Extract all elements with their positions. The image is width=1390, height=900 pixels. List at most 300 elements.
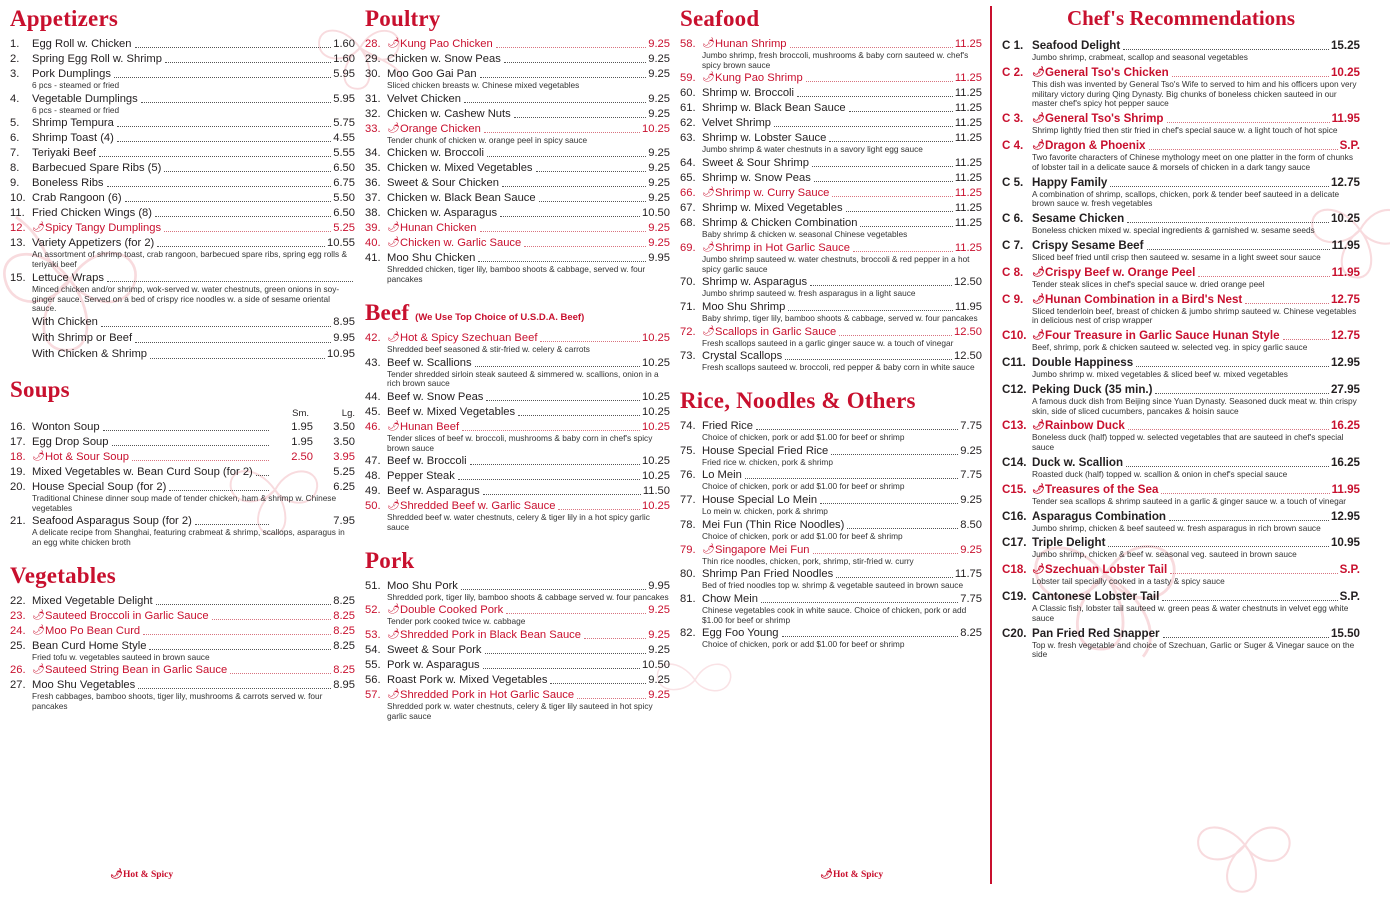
item-price: 10.25 — [642, 420, 670, 433]
menu-item-row — [680, 71, 982, 85]
leader-dots — [1108, 546, 1329, 547]
chili-icon: 🌶 — [1032, 113, 1045, 125]
item-name: Wonton Soup — [32, 420, 100, 433]
item-number: 36. — [365, 177, 381, 190]
item-name: Beef w. Scallions — [387, 356, 472, 369]
item-name: Beef w. Asparagus — [387, 485, 480, 498]
leader-dots — [114, 77, 331, 78]
item-description: Top w. fresh vegetable and choice of Szechuan, Garlic or Suger & Vinegar sauce on the side — [1032, 639, 1355, 660]
chef-menu-item — [1002, 455, 1360, 480]
leader-dots — [483, 668, 640, 669]
soup-size-small: Sm. — [292, 407, 309, 419]
suboption-price: 10.95 — [327, 347, 355, 360]
leader-dots — [157, 246, 325, 247]
item-number: 18. — [10, 450, 26, 463]
chef-item-row — [1002, 238, 1360, 253]
menu-item-row — [680, 171, 982, 185]
item-number: 47. — [365, 455, 381, 468]
item-number: 80. — [680, 568, 696, 581]
item-number: 61. — [680, 102, 696, 115]
menu-item — [365, 673, 670, 687]
column-chefs-recommendations — [990, 6, 1360, 884]
item-name: Shredded Pork in Black Bean Sauce — [400, 629, 581, 642]
menu-item — [680, 493, 982, 517]
leader-dots — [117, 141, 331, 142]
item-number: C 5. — [1002, 175, 1024, 189]
footnote-hot-spicy-right — [820, 869, 883, 880]
item-name: Hunan Shrimp — [715, 38, 787, 50]
item-name: Treasures of the Sea — [1045, 482, 1159, 496]
item-number: 43. — [365, 356, 381, 369]
item-number: 28. — [365, 38, 381, 50]
menu-item — [680, 201, 982, 215]
item-price: 16.25 — [1330, 419, 1360, 433]
item-name: Crispy Beef w. Orange Peel — [1045, 265, 1196, 279]
menu-item-row — [680, 37, 982, 51]
item-price: 12.95 — [1330, 509, 1360, 523]
item-number: 46. — [365, 420, 381, 433]
item-name: Hunan Chicken — [400, 222, 477, 235]
item-description: Beef, shrimp, pork & chicken sauteed w. selected veg. in spicy garlic sauce — [1032, 342, 1308, 353]
item-description: This dish was invented by General Tso's Wife to served to him and his officers upon very military victory during Qing Dynasty. Big chunks of boneless chicken sauteed in our master chef's spicy hot pepper sauce — [1032, 78, 1357, 109]
item-name: Barbecued Spare Ribs (5) — [32, 162, 162, 175]
chef-menu-item — [1002, 292, 1360, 327]
item-price: 11.25 — [954, 117, 982, 130]
leader-dots — [745, 478, 958, 479]
item-name: Cantonese Lobster Tail — [1032, 589, 1160, 603]
leader-dots — [558, 509, 640, 510]
item-description: Shredded pork, tiger lily, bamboo shoots & cabbage served w. four pancakes — [387, 591, 669, 602]
leader-dots — [536, 171, 647, 172]
menu-item — [680, 626, 982, 650]
menu-item-row — [680, 186, 982, 200]
item-number: 23. — [10, 609, 26, 622]
item-price: 27.95 — [1330, 382, 1360, 396]
item-price: 9.95 — [648, 579, 670, 592]
leader-dots — [135, 331, 331, 343]
pork-list — [365, 579, 670, 722]
leader-dots — [518, 415, 640, 416]
chef-menu-item — [1002, 111, 1360, 136]
leader-dots — [107, 186, 332, 187]
item-price: 9.25 — [648, 644, 670, 657]
menu-item — [365, 161, 670, 175]
item-price: 9.25 — [960, 494, 982, 507]
item-number: 19. — [10, 465, 26, 478]
item-number: 65. — [680, 172, 696, 185]
item-description: Boneless duck (half) topped w. selected vegetables that are sauteed in chef's special sauce — [1032, 432, 1344, 453]
chili-icon: 🌶 — [1032, 139, 1045, 151]
menu-item-row — [365, 236, 670, 250]
menu-item-row — [680, 567, 982, 581]
chili-icon: 🌶 — [387, 122, 400, 134]
item-number: 9. — [10, 177, 20, 190]
menu-item — [365, 454, 670, 468]
item-number: 48. — [365, 470, 381, 483]
item-name: Shrimp Toast (4) — [32, 132, 114, 145]
item-name: House Special Soup (for 2) — [32, 480, 167, 493]
footnote-text: Hot & Spicy — [123, 870, 174, 880]
chef-item-row — [1002, 418, 1360, 433]
item-description: Shredded beef seasoned & stir-fried w. celery & carrots — [387, 343, 590, 354]
menu-item-row — [365, 176, 670, 190]
leader-dots — [149, 649, 331, 650]
item-description: Jumbo shrimp & water chestnuts in a savory light egg sauce — [702, 144, 923, 155]
item-price: 11.25 — [954, 38, 982, 50]
menu-item — [10, 67, 355, 91]
item-number: 68. — [680, 217, 696, 230]
menu-item — [365, 176, 670, 190]
item-name: Spring Egg Roll w. Shrimp — [32, 53, 162, 65]
menu-item — [680, 131, 982, 155]
item-description: Shredded chicken, tiger lily, bamboo shoots & cabbage, served w. four pancakes — [387, 264, 646, 285]
item-number: 2. — [10, 53, 20, 65]
chili-icon: 🌶 — [110, 869, 123, 880]
leader-dots — [462, 430, 640, 431]
item-number: 13. — [10, 237, 26, 250]
item-description: A combination of shrimp, scallops, chicken, pork & tender beef sauteed in a delicate brown sauce w. fresh vegetables — [1032, 188, 1340, 209]
leader-dots — [550, 683, 646, 684]
item-number: 51. — [365, 579, 381, 592]
leader-dots — [101, 315, 331, 327]
leader-dots — [761, 602, 958, 603]
leader-dots — [461, 589, 646, 590]
item-description: Shrimp lightly fried then stir fried in chef's special sauce w. a light touch of hot spice — [1032, 125, 1338, 136]
item-number: 72. — [680, 325, 696, 338]
menu-item — [10, 92, 355, 116]
chef-menu-item — [1002, 535, 1360, 560]
beef-note: (We Use Top Choice of U.S.D.A. Beef) — [415, 311, 585, 323]
item-price: 8.25 — [333, 609, 355, 622]
item-price: 5.75 — [333, 117, 355, 130]
item-name: Variety Appetizers (for 2) — [32, 237, 155, 250]
menu-item-row — [10, 480, 355, 494]
poultry-list — [365, 37, 670, 285]
item-name: Shrimp & Chicken Combination — [702, 217, 858, 230]
item-price: 8.25 — [333, 639, 355, 652]
chef-item-row — [1002, 111, 1360, 126]
item-price: 15.50 — [1330, 626, 1360, 640]
menu-item-row — [365, 206, 670, 220]
leader-dots — [1149, 149, 1338, 150]
leader-dots — [829, 141, 952, 142]
menu-item-row — [680, 325, 982, 339]
item-name: Shrimp Pan Fried Noodles — [702, 568, 834, 581]
suboption-price: 9.95 — [333, 331, 355, 344]
leader-dots — [169, 490, 269, 491]
item-description: An assortment of shrimp toast, crab rangoon, barbecued spare ribs, spring egg rolls & teriyaki beef — [32, 249, 347, 270]
item-number: 78. — [680, 518, 696, 531]
menu-item-row — [680, 275, 982, 289]
leader-dots — [1161, 493, 1329, 494]
menu-item-row — [10, 191, 355, 205]
item-name: Hot & Spicy Szechuan Beef — [400, 331, 538, 344]
item-description: Baby shrimp, tiger lily, bamboo shoots & cabbage, served w. four pancakes — [702, 312, 978, 323]
menu-item — [365, 356, 670, 389]
item-number: 21. — [10, 515, 26, 528]
item-price: 9.25 — [648, 38, 670, 50]
menu-item-row — [365, 658, 670, 672]
menu-item — [680, 518, 982, 542]
menu-item-row — [10, 514, 355, 528]
chili-icon: 🌶 — [32, 222, 45, 234]
item-name: Shrimp Tempura — [32, 117, 114, 130]
column-appetizers-soups-vegetables — [10, 6, 365, 884]
item-name: Shredded Beef w. Garlic Sauce — [400, 500, 556, 513]
item-name: Roast Pork w. Mixed Vegetables — [387, 674, 548, 687]
menu-item-row — [10, 92, 355, 106]
chili-icon: 🌶 — [387, 629, 400, 641]
menu-item — [10, 206, 355, 220]
item-price-large: 5.25 — [333, 465, 355, 478]
leader-dots — [1147, 249, 1330, 250]
chef-menu-item — [1002, 211, 1360, 236]
leader-dots — [539, 201, 647, 202]
leader-dots — [836, 577, 953, 578]
leader-dots — [485, 653, 647, 654]
leader-dots — [500, 216, 640, 217]
beef-list — [365, 331, 670, 533]
item-price: 10.25 — [642, 500, 670, 513]
leader-dots — [480, 77, 647, 78]
item-name: Beef w. Mixed Vegetables — [387, 405, 516, 418]
menu-item — [10, 624, 355, 638]
leader-dots — [860, 226, 952, 227]
item-name: Chicken w. Cashew Nuts — [387, 107, 511, 120]
item-name: Hot & Sour Soup — [45, 450, 129, 463]
leader-dots — [164, 231, 331, 232]
leader-dots — [464, 102, 646, 103]
menu-item — [365, 405, 670, 419]
leader-dots — [150, 347, 325, 359]
menu-item-row — [680, 626, 982, 640]
leader-dots — [141, 102, 331, 103]
item-number: 15. — [10, 271, 26, 284]
soup-size-large: Lg. — [341, 407, 355, 419]
chili-icon: 🌶 — [32, 609, 45, 621]
item-number: C 1. — [1002, 39, 1024, 52]
chef-item-row — [1002, 455, 1360, 470]
item-description: Tender chunk of chicken w. orange peel in spicy sauce — [387, 134, 588, 145]
item-name: Mei Fun (Thin Rice Noodles) — [702, 518, 845, 531]
item-number: C10. — [1002, 329, 1027, 343]
item-price: 9.25 — [960, 543, 982, 556]
leader-dots — [849, 111, 953, 112]
item-price: S.P. — [1339, 589, 1360, 603]
item-price: 1.60 — [333, 53, 355, 65]
item-price: 9.25 — [648, 147, 670, 160]
item-number: 39. — [365, 222, 381, 235]
item-price: 5.95 — [333, 68, 355, 80]
chef-menu-item — [1002, 138, 1360, 173]
item-price: 15.25 — [1330, 39, 1360, 52]
chef-item-row — [1002, 355, 1360, 370]
suboption-row — [32, 347, 355, 362]
menu-item-row — [680, 131, 982, 145]
menu-item — [365, 643, 670, 657]
item-price-large: 3.50 — [333, 435, 355, 448]
leader-dots — [584, 638, 646, 639]
item-number: 73. — [680, 350, 696, 363]
item-name: Crystal Scallops — [702, 350, 783, 363]
menu-item — [10, 191, 355, 205]
menu-item — [10, 271, 355, 314]
menu-item — [680, 592, 982, 625]
item-name: Mixed Vegetables w. Bean Curd Soup (for 2) — [32, 465, 253, 478]
leader-dots — [790, 47, 953, 48]
menu-item — [680, 325, 982, 349]
item-name: Shrimp w. Snow Peas — [702, 172, 811, 185]
menu-item — [365, 67, 670, 91]
item-number: 82. — [680, 627, 696, 640]
item-price-large: 3.50 — [333, 420, 355, 433]
item-name: Shrimp w. Asparagus — [702, 276, 808, 289]
menu-item-row — [365, 484, 670, 498]
item-price-large: 3.95 — [333, 450, 355, 463]
menu-item-row — [365, 469, 670, 483]
leader-dots — [1198, 276, 1329, 277]
chef-menu-item — [1002, 238, 1360, 263]
menu-item — [680, 468, 982, 492]
item-number: C19. — [1002, 589, 1027, 603]
item-name: Mixed Vegetable Delight — [32, 594, 153, 607]
item-description: Boneless chicken mixed w. special ingredients & garnished w. sesame seeds — [1032, 225, 1315, 236]
item-price: 10.25 — [642, 390, 670, 403]
section-title-poultry: Poultry — [365, 6, 441, 31]
item-price: 12.50 — [954, 350, 982, 363]
item-number: 35. — [365, 162, 381, 175]
footnote-hot-spicy-left — [110, 869, 173, 880]
menu-item-row — [680, 300, 982, 314]
item-price: 9.25 — [648, 192, 670, 205]
item-price: 10.25 — [642, 470, 670, 483]
item-number: 16. — [10, 420, 26, 433]
item-name: Chicken w. Asparagus — [387, 207, 498, 220]
chili-icon: 🌶 — [702, 543, 715, 555]
item-description: Lo mein w. chicken, pork & shrimp — [702, 506, 828, 517]
seafood-list — [680, 37, 982, 373]
item-price: 11.25 — [954, 72, 982, 85]
leader-dots — [1127, 222, 1329, 223]
item-name: Chicken w. Mixed Vegetables — [387, 162, 533, 175]
item-price: 6.50 — [333, 207, 355, 220]
item-price: 11.25 — [954, 187, 982, 200]
item-name: Beef w. Snow Peas — [387, 390, 484, 403]
leader-dots — [577, 698, 646, 699]
leader-dots — [820, 503, 958, 504]
item-price: 9.25 — [648, 237, 670, 250]
item-price: 12.75 — [1330, 292, 1360, 306]
item-name: Hunan Beef — [400, 420, 460, 433]
menu-item — [365, 658, 670, 672]
leader-dots — [756, 429, 958, 430]
item-number: 11. — [10, 207, 25, 220]
chili-icon: 🌶 — [820, 869, 833, 880]
menu-item-row — [365, 673, 670, 687]
menu-item-row — [365, 37, 670, 51]
soups-list — [10, 420, 355, 548]
item-price: 11.95 — [1331, 265, 1360, 279]
item-name: Rainbow Duck — [1045, 419, 1125, 433]
chef-item-row — [1002, 589, 1360, 604]
item-name: Scallops in Garlic Sauce — [715, 325, 837, 338]
menu-item-row — [10, 624, 355, 638]
menu-item-row — [10, 420, 355, 434]
section-title-beef — [365, 300, 670, 326]
item-number: 5. — [10, 117, 20, 130]
leader-dots — [195, 524, 269, 525]
item-price: 5.25 — [333, 222, 355, 235]
item-description: Chinese vegetables cook in white sauce. Choice of chicken, pork or add $1.00 for beef or shrimp — [702, 604, 967, 625]
item-price: 11.25 — [954, 102, 982, 115]
item-price: 12.50 — [954, 276, 982, 289]
menu-item — [10, 116, 355, 130]
item-number: 42. — [365, 331, 381, 344]
chili-icon: 🌶 — [1032, 266, 1045, 278]
item-price: 10.25 — [642, 405, 670, 418]
item-price: 8.25 — [333, 624, 355, 637]
item-name: General Tso's Chicken — [1045, 65, 1169, 79]
item-price: 11.75 — [954, 568, 982, 581]
item-name: Lo Mein — [702, 469, 742, 482]
menu-item-row — [365, 221, 670, 235]
item-price: 10.25 — [642, 331, 670, 344]
item-number: 41. — [365, 252, 381, 265]
menu-item-row — [10, 52, 355, 66]
chili-icon: 🌶 — [32, 450, 45, 462]
item-price: 8.95 — [333, 679, 355, 692]
item-price: 10.25 — [642, 122, 670, 135]
item-name: Egg Drop Soup — [32, 435, 109, 448]
menu-item-row — [680, 86, 982, 100]
leader-dots — [1172, 76, 1329, 77]
chili-icon: 🌶 — [702, 72, 715, 84]
menu-item-row — [365, 191, 670, 205]
item-number: 33. — [365, 122, 381, 135]
menu-item — [365, 52, 670, 66]
item-number: C17. — [1002, 536, 1027, 550]
leader-dots — [230, 673, 331, 674]
menu-item — [10, 639, 355, 663]
item-price: 11.95 — [1331, 238, 1360, 252]
item-number: 50. — [365, 500, 381, 513]
item-name: Kung Pao Chicken — [400, 38, 493, 50]
item-number: 53. — [365, 629, 381, 642]
item-price-large: 7.95 — [333, 515, 355, 528]
item-name: Velvet Shrimp — [702, 117, 772, 130]
item-price: 9.25 — [648, 604, 670, 617]
item-number: 49. — [365, 485, 381, 498]
leader-dots — [831, 454, 958, 455]
chef-menu-item — [1002, 382, 1360, 417]
leader-dots — [155, 216, 331, 217]
menu-item — [10, 514, 355, 547]
section-title-pork: Pork — [365, 547, 415, 573]
item-number: 37. — [365, 192, 381, 205]
menu-item-row — [365, 643, 670, 657]
item-price-small: 1.95 — [291, 435, 313, 448]
chef-item-row — [1002, 562, 1360, 577]
item-number: 26. — [10, 664, 26, 677]
leader-dots — [524, 246, 646, 247]
item-name: Spicy Tangy Dumplings — [45, 222, 162, 235]
item-description: Jumbo shrimp, chicken & beef sauteed w. fresh asparagus in rich brown sauce — [1032, 522, 1321, 533]
leader-dots — [487, 156, 646, 157]
leader-dots — [1110, 186, 1329, 187]
item-description: Bed of fried noodles top w. shrimp & vegetable sauteed in brown sauce — [702, 580, 964, 591]
item-name: Four Treasure in Garlic Sauce Hunan Style — [1045, 329, 1280, 343]
leader-dots — [832, 196, 952, 197]
